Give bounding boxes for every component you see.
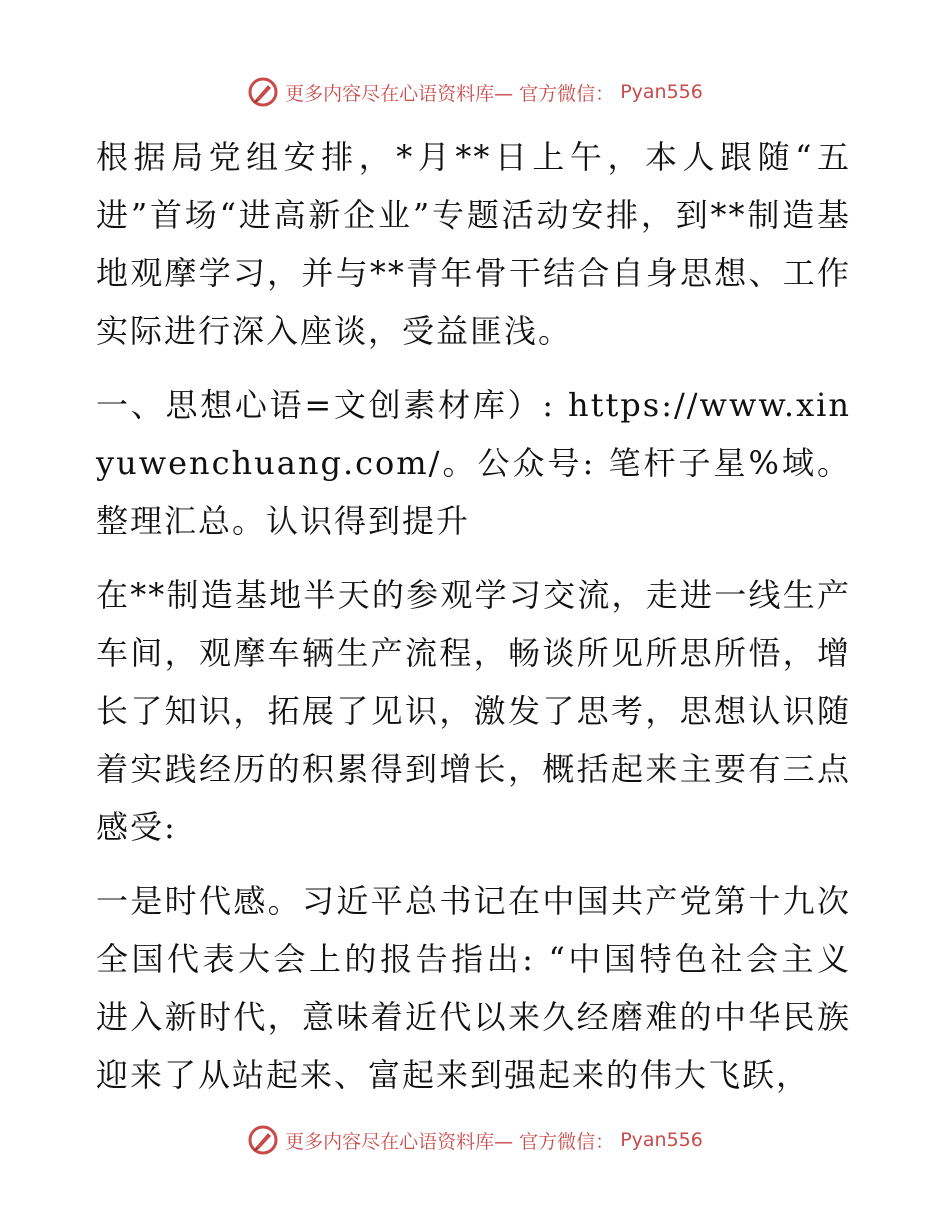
paragraph-visit-summary: 在**制造基地半天的参观学习交流，走进一线生产车间，观摩车辆生产流程，畅谈所见所思所悟，增长了知识，拓展了见识，激发了思考，思想认识随着实践经历的积累得到增长，概括起来主要有三点感受: (96, 576, 851, 846)
document-body (96, 128, 851, 1120)
watermark-wechat-label: 官方微信： (519, 1130, 615, 1153)
footer-watermark (0, 1120, 950, 1160)
watermark-wechat-label: 官方微信： (519, 82, 615, 105)
watermark-text: 更多内容尽在心语资料库— (285, 1130, 514, 1153)
paragraph-section-heading: 一、思想心语=文创素材库）: https://www.xinyuwenchuang.com/。公众号: 笔杆子星%域。整理汇总。认识得到提升 (96, 386, 851, 540)
pen-seal-icon (247, 1124, 279, 1156)
watermark-wechat-id: Pyan556 (620, 81, 703, 103)
watermark-wechat-id: Pyan556 (620, 1129, 703, 1151)
paragraph-era-sense: 一是时代感。习近平总书记在中国共产党第十九次全国代表大会上的报告指出: “中国特色社会主义进入新时代，意味着近代以来久经磨难的中华民族迎来了从站起来、富起来到强起来的伟大飞跃， (96, 882, 851, 1094)
header-watermark (0, 72, 950, 112)
watermark-text: 更多内容尽在心语资料库— (285, 82, 514, 105)
paragraph-intro: 根据局党组安排，*月**日上午，本人跟随“五进”首场“进高新企业”专题活动安排，到**制造基地观摩学习，并与**青年骨干结合自身思想、工作实际进行深入座谈，受益匪浅。 (96, 138, 851, 350)
pen-seal-icon (247, 76, 279, 108)
